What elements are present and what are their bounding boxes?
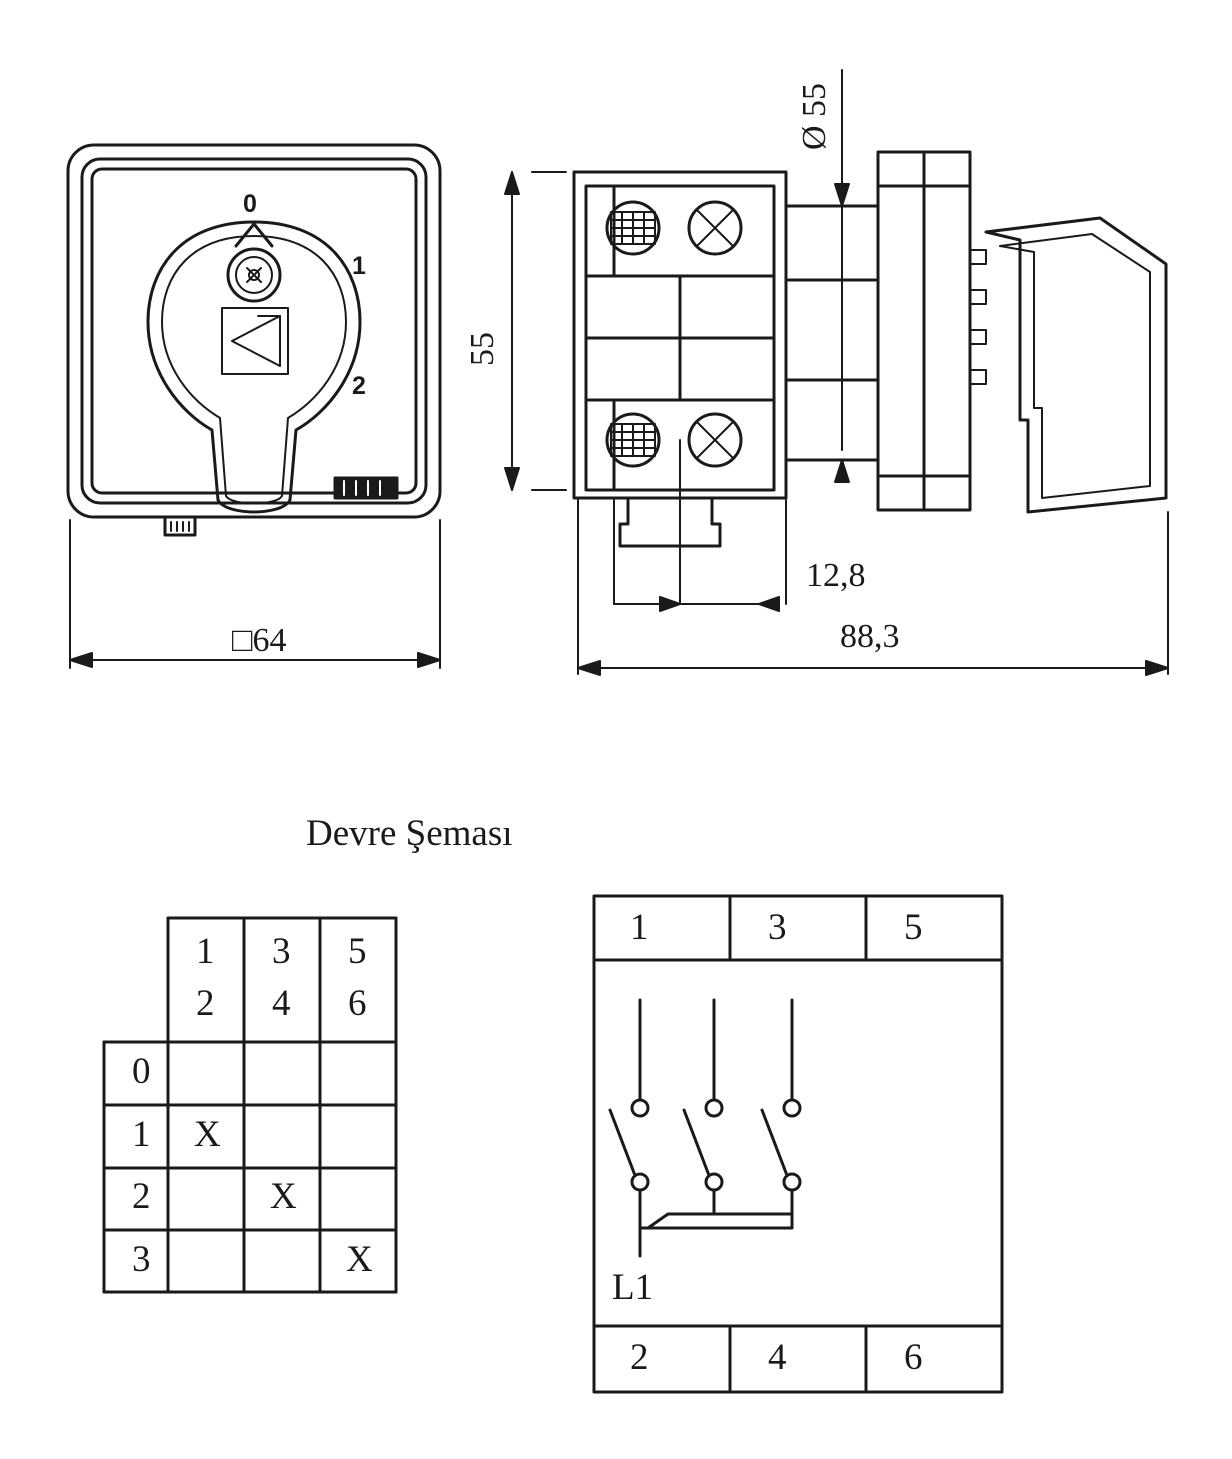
table-row-1-position: 1 (132, 1114, 151, 1155)
rotary-knob (148, 222, 360, 512)
dim-label-height: 55 (464, 332, 501, 366)
schematic-contacts (610, 1000, 800, 1256)
side-view-body (574, 152, 1166, 546)
schematic-terminal-bottom-4: 4 (768, 1337, 787, 1378)
table-col-2-bottom: 4 (272, 983, 291, 1024)
table-col-3-top: 5 (348, 931, 367, 972)
schematic-terminal-top-1: 1 (630, 907, 649, 948)
table-col-3-bottom: 6 (348, 983, 367, 1024)
knob-position-0: 0 (243, 190, 257, 218)
table-cell-3-2: X (346, 1239, 373, 1280)
schematic-frame (594, 896, 1002, 1392)
nameplate (335, 478, 397, 498)
table-col-1-top: 1 (196, 931, 215, 972)
table-col-2-top: 3 (272, 931, 291, 972)
knob-position-1: 1 (352, 252, 366, 280)
schematic-terminal-top-5: 5 (904, 907, 923, 948)
dim-label-length: 88,3 (840, 618, 900, 655)
table-row-3-position: 3 (132, 1239, 151, 1280)
table-col-1-bottom: 2 (196, 983, 215, 1024)
table-row-2-position: 2 (132, 1176, 151, 1217)
dim-label-diameter: Ø 55 (796, 82, 833, 150)
schematic-terminal-bottom-2: 2 (630, 1337, 649, 1378)
table-row-0-position: 0 (132, 1051, 151, 1092)
table-cell-1-0: X (194, 1114, 221, 1155)
dim-label-width: □64 (232, 622, 287, 659)
table-cell-2-1: X (270, 1176, 297, 1217)
knob-position-2: 2 (352, 372, 366, 400)
dim-label-offset: 12,8 (806, 557, 866, 594)
schematic-input-label: L1 (612, 1267, 654, 1308)
schematic-terminal-top-3: 3 (768, 907, 787, 948)
dim-height-55 (505, 172, 566, 490)
contact-table-grid (104, 918, 396, 1292)
schematic-terminal-bottom-6: 6 (904, 1337, 923, 1378)
page-title: Devre Şeması (306, 813, 513, 854)
